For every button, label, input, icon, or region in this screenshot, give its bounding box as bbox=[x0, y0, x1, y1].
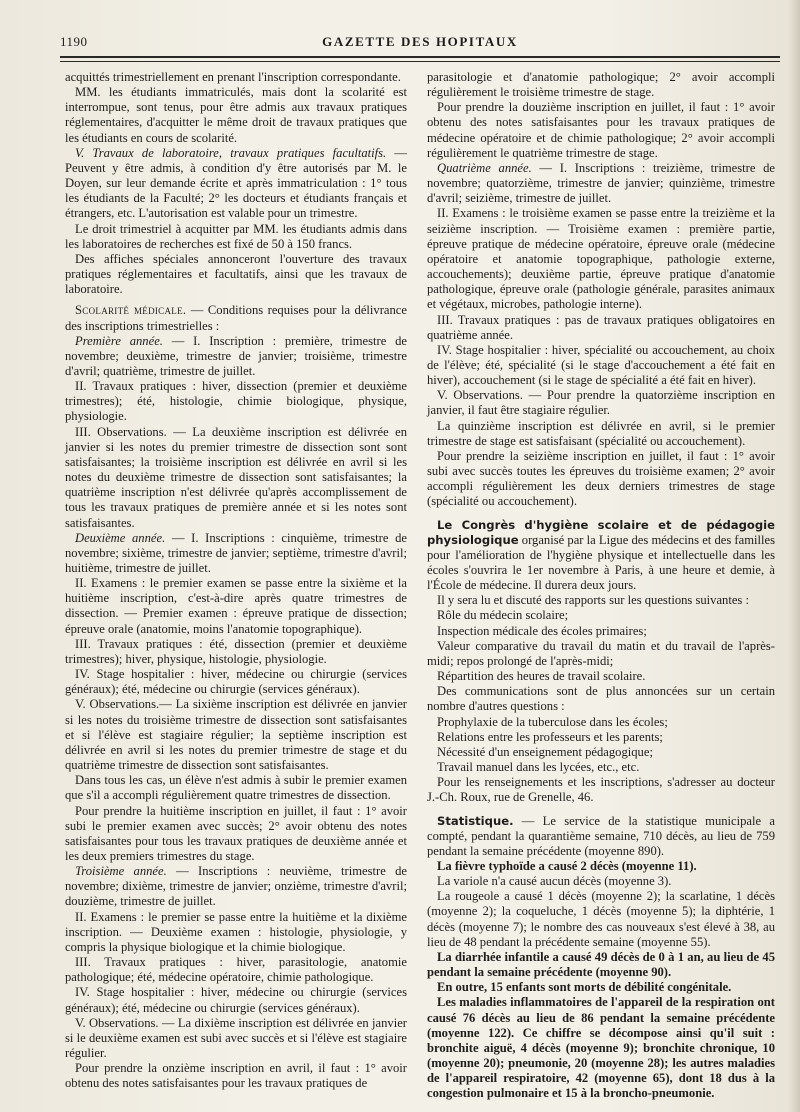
paragraph: V. Observations. — Pour prendre la quatorzième inscription en janvier, il faut être stagiaire régulier. bbox=[427, 388, 775, 418]
left-column bbox=[65, 70, 407, 1091]
paragraph: La quinzième inscription est délivrée en avril, si le premier trimestre de stage est satisfaisant (spécialité ou accouchement). bbox=[427, 418, 775, 448]
paragraph: II. Examens : le premier examen se passe entre la sixième et la huitième inscription, c'est-à-dire après quatre trimestres de dissection. — Premier examen : épreuve pratique de dissection; épreuve orale (anatomie, moins l'anatomie topographique). bbox=[65, 576, 407, 636]
paragraph: V. Travaux de laboratoire, travaux pratiques facultatifs. — Peuvent y être admis, à condition d'y être autorisés par M. le Doyen, sur leur demande écrite et après immatriculation : 1° tous les étudiants de la Faculté; 2° les docteurs et étudiants français et étrangers, etc. L'autorisation est valable pour un trimestre. bbox=[65, 145, 407, 221]
paragraph: La variole n'a causé aucun décès (moyenne 3). bbox=[437, 874, 672, 889]
list-item: Valeur comparative du travail du matin et du travail de l'après-midi; repos prolongé de l'après-midi; bbox=[427, 638, 775, 668]
list-item: Nécessité d'un enseignement pédagogique; bbox=[437, 744, 653, 759]
section-heading: Scolarité médicale. bbox=[75, 303, 187, 318]
paragraph: III. Travaux pratiques : hiver, parasitologie, anatomie pathologique; été, médecine opératoire, chimie pathologique. bbox=[65, 955, 407, 985]
paragraph: Pour les renseignements et les inscriptions, s'adresser au docteur J.-Ch. Roux, rue de Grenelle, 46. bbox=[427, 775, 775, 805]
paragraph: Les maladies inflammatoires de l'appareil de la respiration ont causé 76 décès au lieu de 86 pendant la semaine précédente (moyenne 122). Ce chiffre se décompose ainsi qu'il suit : bronchite aiguë, 4 décès (moyenne 9); bronchite chronique, 10 (moyenne 20); pneumonie, 20 (moyenne 28); les autres maladies de l'appareil respiratoire, 42 (moyenne 65), dont 18 dus à la congestion pulmonaire et 15 à la broncho-pneumonie. bbox=[427, 995, 775, 1101]
right-column bbox=[427, 70, 775, 1101]
list-item: Travail manuel dans les lycées, etc., etc. bbox=[437, 760, 640, 775]
paragraph: IV. Stage hospitalier : hiver, médecine ou chirurgie (services généraux); été, médecine ou chirurgie (services généraux). bbox=[65, 985, 407, 1015]
paragraph: Troisième année. — Inscriptions : neuvième, trimestre de novembre; dixième, trimestre de janvier; onzième, trimestre d'avril; douzième, trimestre de juillet. bbox=[65, 864, 407, 909]
paragraph: II. Examens : le troisième examen se passe entre la treizième et la seizième inscription. — Troisième examen : première partie, épreuve pratique de médecine opératoire, épreuve orale (médecine opératoire et anatomie topographique, pathologie externe, accouchements); deuxième partie, épreuve pratique d'anatomie pathologique, épreuve orale (pathologie générale, parasites animaux et végétaux, microbes, pathologie interne). bbox=[427, 206, 775, 312]
paragraph: IV. Stage hospitalier : hiver, spécialité ou accouchement, au choix de l'élève; été, spécialité (si le stage d'accouchement a été fait en hiver), accouchement (si le stage de spécialité a été fait en hiver). bbox=[427, 342, 775, 388]
paragraph: La fièvre typhoïde a causé 2 décès (moyenne 11). bbox=[437, 858, 697, 873]
paragraph: Le Congrès d'hygiène scolaire et de pédagogie physiologique organisé par la Ligue des médecins et des familles pour l'amélioration de l'hygiène physique et intellectuelle dans les écoles s'ouvrira le 1er novembre à Paris, à une heure et demie, à l'École de médecine. Il durera deux jours. bbox=[427, 517, 775, 593]
paragraph: Quatrième année. — I. Inscriptions : treizième, trimestre de novembre; quatorzième, trimestre de janvier; quinzième, trimestre d'avril; seizième, trimestre de juillet. bbox=[427, 160, 775, 206]
paragraph: V. Observations.— La sixième inscription est délivrée en janvier si les notes du troisième trimestre de dissection sont satisfaisantes et si l'élève est stagiaire régulier; la septième inscription est délivrée en avril si les notes du premier trimestre de stage et du quatrième trimestre de dissection sont satisfaisantes. bbox=[65, 697, 407, 773]
journal-title: GAZETTE DES HOPITAUX bbox=[322, 34, 518, 49]
paragraph: Il y sera lu et discuté des rapports sur les questions suivantes : bbox=[437, 593, 749, 608]
header-rule-thin bbox=[60, 61, 780, 62]
paragraph: Première année. — I. Inscription : première, trimestre de novembre; deuxième, trimestre de janvier; troisième, trimestre d'avril; quatrième, trimestre de juillet. bbox=[65, 333, 407, 378]
page-header bbox=[60, 34, 780, 56]
list-item: Prophylaxie de la tuberculose dans les écoles; bbox=[437, 714, 668, 729]
page-number: 1190 bbox=[60, 34, 88, 49]
paragraph: Pour prendre la onzième inscription en avril, il faut : 1° avoir obtenu des notes satisfaisantes pour les travaux pratiques de bbox=[65, 1061, 407, 1091]
list-item: Inspection médicale des écoles primaires; bbox=[437, 623, 647, 638]
paragraph: Le droit trimestriel à acquitter par MM. les étudiants admis dans les laboratoires de recherches est fixé de 50 à 150 francs. bbox=[65, 221, 407, 251]
paragraph: Dans tous les cas, un élève n'est admis à subir le premier examen que s'il a accompli régulièrement quatre trimestres de dissection. bbox=[65, 773, 407, 803]
paragraph: Des communications sont de plus annoncées sur un certain nombre d'autres questions : bbox=[427, 684, 775, 714]
paragraph: Des affiches spéciales annonceront l'ouverture des travaux pratiques réglementaires et facultatifs, ainsi que les travaux de laboratoire. bbox=[65, 251, 407, 297]
binding-shadow bbox=[788, 0, 800, 1112]
paragraph: parasitologie et d'anatomie pathologique; 2° avoir accompli régulièrement le troisième trimestre de stage. bbox=[427, 70, 775, 100]
paragraph: III. Observations. — La deuxième inscription est délivrée en janvier si les notes du premier trimestre de dissection sont sont satisfaisantes; la troisième inscription est délivrée en avril si les notes du deuxième trimestre de dissection sont satisfaisantes; la quatrième inscription n'est délivrée qu'après accomplissement de tous les travaux pratiques de première année et si les notes sont satisfaisantes. bbox=[65, 424, 407, 530]
year-heading: Deuxième année. bbox=[75, 530, 166, 545]
list-item: Répartition des heures de travail scolaire. bbox=[437, 669, 646, 684]
list-item: Relations entre les professeurs et les parents; bbox=[437, 729, 663, 744]
paragraph: MM. les étudiants immatriculés, mais dont la scolarité est interrompue, sont tenus, pour être admis aux travaux pratiques réglementaires, d'acquitter le même droit de travaux pratiques que les étudiants en cours de scolarité. bbox=[65, 85, 407, 145]
paragraph: III. Travaux pratiques : été, dissection (premier et deuxième trimestres); hiver, physique, histologie, physiologie. bbox=[65, 636, 407, 666]
list-item: Rôle du médecin scolaire; bbox=[437, 608, 569, 623]
year-heading: Troisième année. bbox=[75, 864, 167, 879]
paragraph: Deuxième année. — I. Inscriptions : cinquième, trimestre de novembre; sixième, trimestre de janvier; septième, trimestre d'avril; huitième, trimestre de juillet. bbox=[65, 530, 408, 575]
paragraph: Pour prendre la douzième inscription en juillet, il faut : 1° avoir obtenu des notes satisfaisantes pour les travaux pratiques de médecine opératoire et de chimie pathologique; 2° avoir accompli régulièrement le quatrième trimestre de stage. bbox=[427, 100, 775, 160]
header-rule bbox=[60, 56, 780, 58]
paragraph: Pour prendre la huitième inscription en juillet, il faut : 1° avoir subi le premier examen avec succès; 2° avoir obtenu des notes satisfaisantes pour tous les travaux pratiques de deuxième année et les deux premiers trimestres du stage. bbox=[65, 803, 407, 863]
paragraph: Pour prendre la seizième inscription en juillet, il faut : 1° avoir subi avec succès toutes les épreuves du troisième examen; 2° avoir accompli régulièrement les deux derniers trimestres de stage (spécialité ou accouchement). bbox=[427, 448, 775, 509]
paragraph: II. Examens : le premier se passe entre la huitième et la dixième inscription. — Deuxième examen : histologie, physiologie, y compris la physique biologique et la chimie biologique. bbox=[65, 909, 407, 954]
year-heading: Première année. bbox=[75, 333, 163, 348]
paragraph: III. Travaux pratiques : pas de travaux pratiques obligatoires en quatrième année. bbox=[427, 312, 775, 342]
paragraph: IV. Stage hospitalier : hiver, médecine ou chirurgie (services généraux); été, médecine ou chirurgie (services généraux). bbox=[65, 667, 407, 697]
paragraph: II. Travaux pratiques : hiver, dissection (premier et deuxième trimestres); été, histologie, chimie biologique, physique, physiologie. bbox=[65, 379, 407, 424]
paragraph: V. Observations. — La dixième inscription est délivrée en janvier si le deuxième examen est subi avec succès et si l'élève est stagiaire régulier. bbox=[65, 1015, 407, 1060]
year-heading: Quatrième année. bbox=[437, 160, 532, 175]
paragraph: Statistique. — Le service de la statistique municipale a compté, pendant la quarantième semaine, 710 décès, au lieu de 759 pendant la semaine précédente (moyenne 890). bbox=[427, 813, 775, 858]
paragraph: En outre, 15 enfants sont morts de débilité congénitale. bbox=[437, 980, 732, 995]
paragraph: La rougeole a causé 1 décès (moyenne 2); la scarlatine, 1 décès (moyenne 2); la coqueluche, 1 décès (moyenne 5); la diphtérie, 1 décès (moyenne 7); le nombre des cas nouveaux s'est élevé à 38, au lieu de 48 pendant la précédente semaine (moyenne 55). bbox=[427, 889, 775, 949]
paragraph: La diarrhée infantile a causé 49 décès de 0 à 1 an, au lieu de 45 pendant la semaine précédente (moyenne 90). bbox=[427, 949, 775, 980]
article-heading: Le Congrès d'hygiène scolaire et de pédagogie physiologique bbox=[427, 517, 775, 547]
paragraph: Scolarité médicale. — Conditions requises pour la délivrance des inscriptions trimestrielles : bbox=[65, 303, 407, 333]
article-heading: Statistique. bbox=[437, 813, 514, 828]
paragraph-label: V. Travaux de laboratoire, travaux pratiques facultatifs. bbox=[75, 145, 387, 160]
paragraph: acquittés trimestriellement en prenant l'inscription correspondante. bbox=[65, 70, 401, 84]
